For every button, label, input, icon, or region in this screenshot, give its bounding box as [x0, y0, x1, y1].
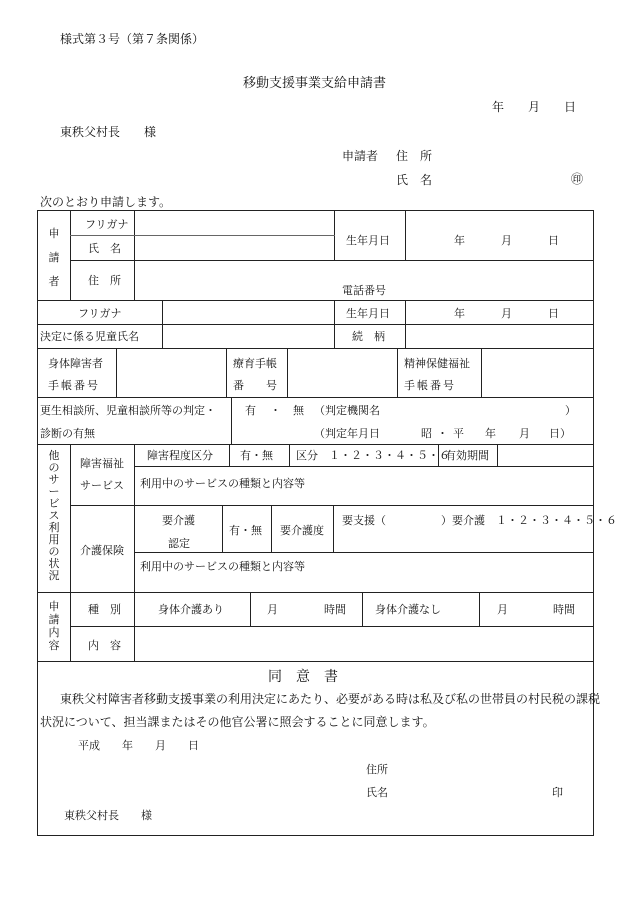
applicant-phone-label: 電話番号 — [342, 284, 386, 297]
child-name-input[interactable] — [166, 327, 332, 345]
child-name-label: 決定に係る児童氏名 — [40, 330, 139, 343]
header-address-label: 住 所 — [396, 149, 433, 163]
child-birthdate-label: 生年月日 — [346, 307, 390, 320]
ryoiku-handbook-label-2: 番 号 — [233, 379, 277, 392]
judgement-no[interactable]: 無 — [293, 404, 304, 417]
mental-handbook-label-1: 精神保健福祉 — [404, 357, 470, 370]
request-content-label: 内 容 — [88, 639, 121, 652]
child-relation-label: 続 柄 — [352, 330, 385, 343]
welfare-service-label-2: サービス — [80, 479, 124, 492]
applicant-name-label: 氏 名 — [88, 242, 121, 255]
child-furigana-input[interactable] — [166, 303, 332, 321]
care-usage-label: 利用中のサービスの種類と内容等 — [140, 560, 305, 573]
ryoiku-handbook-label-1: 療育手帳 — [233, 357, 277, 370]
applicant-birth-day: 日 — [548, 234, 559, 247]
judgement-label-2: 診断の有無 — [40, 427, 95, 440]
consent-name-label: 氏名 — [366, 786, 388, 799]
header-date-day: 日 — [564, 100, 577, 114]
form-number: 様式第３号（第７条関係） — [60, 32, 205, 46]
judgement-agency-close: ） — [565, 404, 576, 417]
consent-date: 平成 年 月 日 — [78, 739, 199, 752]
child-furigana-label: フリガナ — [78, 307, 122, 320]
disability-classification[interactable]: 区分 １・２・３・４・５・６ — [296, 449, 450, 462]
consent-seal: 印 — [552, 786, 563, 799]
physical-handbook-input[interactable] — [120, 352, 223, 394]
header-date-year: 年 — [492, 100, 505, 114]
child-birth-year: 年 — [454, 307, 465, 320]
header-seal: ㊞ — [571, 172, 584, 186]
physical-handbook-label-2: 手帳番号 — [48, 379, 100, 392]
welfare-usage-label: 利用中のサービスの種類と内容等 — [140, 477, 305, 490]
physical-handbook-label-1: 身体障害者 — [48, 357, 103, 370]
judgement-agency-label: （判定機関名 — [314, 404, 380, 417]
support-level-text[interactable]: 要支援（ ）要介護 １・２・３・４・５・６ — [342, 514, 617, 527]
mental-handbook-input[interactable] — [485, 352, 589, 394]
care-level-label: 要介護度 — [280, 524, 324, 537]
request-type-label: 種 別 — [88, 603, 121, 616]
header-addressee: 東秩父村長 様 — [60, 125, 157, 139]
applicant-side-label: 申請者 — [48, 227, 60, 288]
child-birth-day: 日 — [548, 307, 559, 320]
judgement-date-label: （判定年月日 — [314, 427, 380, 440]
applicant-birthdate-label: 生年月日 — [346, 234, 390, 247]
with-body-care: 身体介護あり — [158, 603, 224, 616]
applicant-name-input[interactable] — [137, 238, 332, 258]
judgement-yes[interactable]: 有 — [245, 404, 256, 417]
without-body-care: 身体介護なし — [375, 603, 441, 616]
consent-addressee: 東秩父村長 様 — [64, 809, 152, 822]
request-side-label: 申請内容 — [48, 600, 60, 652]
header-applicant-label: 申請者 — [342, 149, 379, 163]
care-yes-no[interactable]: 有・無 — [229, 524, 262, 537]
judgement-era: 昭・平 — [421, 427, 469, 440]
judgement-month: 月 — [519, 427, 530, 440]
with-care-month: 月 — [267, 603, 278, 616]
care-cert-label-2: 認定 — [168, 537, 190, 550]
without-care-month: 月 — [497, 603, 508, 616]
applicant-address-label: 住 所 — [88, 274, 121, 287]
with-care-hours: 時間 — [324, 603, 346, 616]
applicant-birth-month: 月 — [501, 234, 512, 247]
care-insurance-label: 介護保険 — [80, 544, 124, 557]
applicant-furigana-label: フリガナ — [85, 218, 129, 231]
without-care-hours: 時間 — [553, 603, 575, 616]
child-relation-input[interactable] — [409, 327, 589, 345]
child-birth-month: 月 — [501, 307, 512, 320]
consent-title: 同 意 書 — [268, 669, 338, 685]
services-side-label: 他のサービス利用の状況 — [48, 449, 60, 582]
ryoiku-handbook-input[interactable] — [291, 352, 394, 394]
request-content-input[interactable] — [138, 630, 588, 658]
intro-text: 次のとおり申請します。 — [40, 195, 172, 209]
consent-text-line-1: 東秩父村障害者移動支援事業の利用決定にあたり、必要がある時は私及び私の世帯員の村民税の課税 — [60, 692, 601, 706]
mental-handbook-label-2: 手帳番号 — [404, 379, 456, 392]
header-date-month: 月 — [528, 100, 541, 114]
disability-yes-no[interactable]: 有・無 — [240, 449, 273, 462]
welfare-service-label-1: 障害福祉 — [80, 457, 124, 470]
judgement-year: 年 — [485, 427, 496, 440]
page-title: 移動支援事業支給申請書 — [243, 76, 387, 91]
validity-period-label: 有効期間 — [445, 449, 489, 462]
care-cert-label-1: 要介護 — [162, 514, 195, 527]
header-name-label: 氏 名 — [396, 173, 433, 187]
applicant-birth-year: 年 — [454, 234, 465, 247]
judgement-day: 日） — [549, 427, 571, 440]
judgement-dot: ・ — [270, 404, 281, 417]
consent-address-label: 住所 — [366, 763, 388, 776]
disability-level-label: 障害程度区分 — [147, 449, 213, 462]
consent-text-line-2: 状況について、担当課またはその他官公署に照会することに同意します。 — [40, 715, 435, 729]
judgement-label-1: 更生相談所、児童相談所等の判定・ — [40, 404, 216, 417]
applicant-furigana-input[interactable] — [137, 219, 332, 233]
